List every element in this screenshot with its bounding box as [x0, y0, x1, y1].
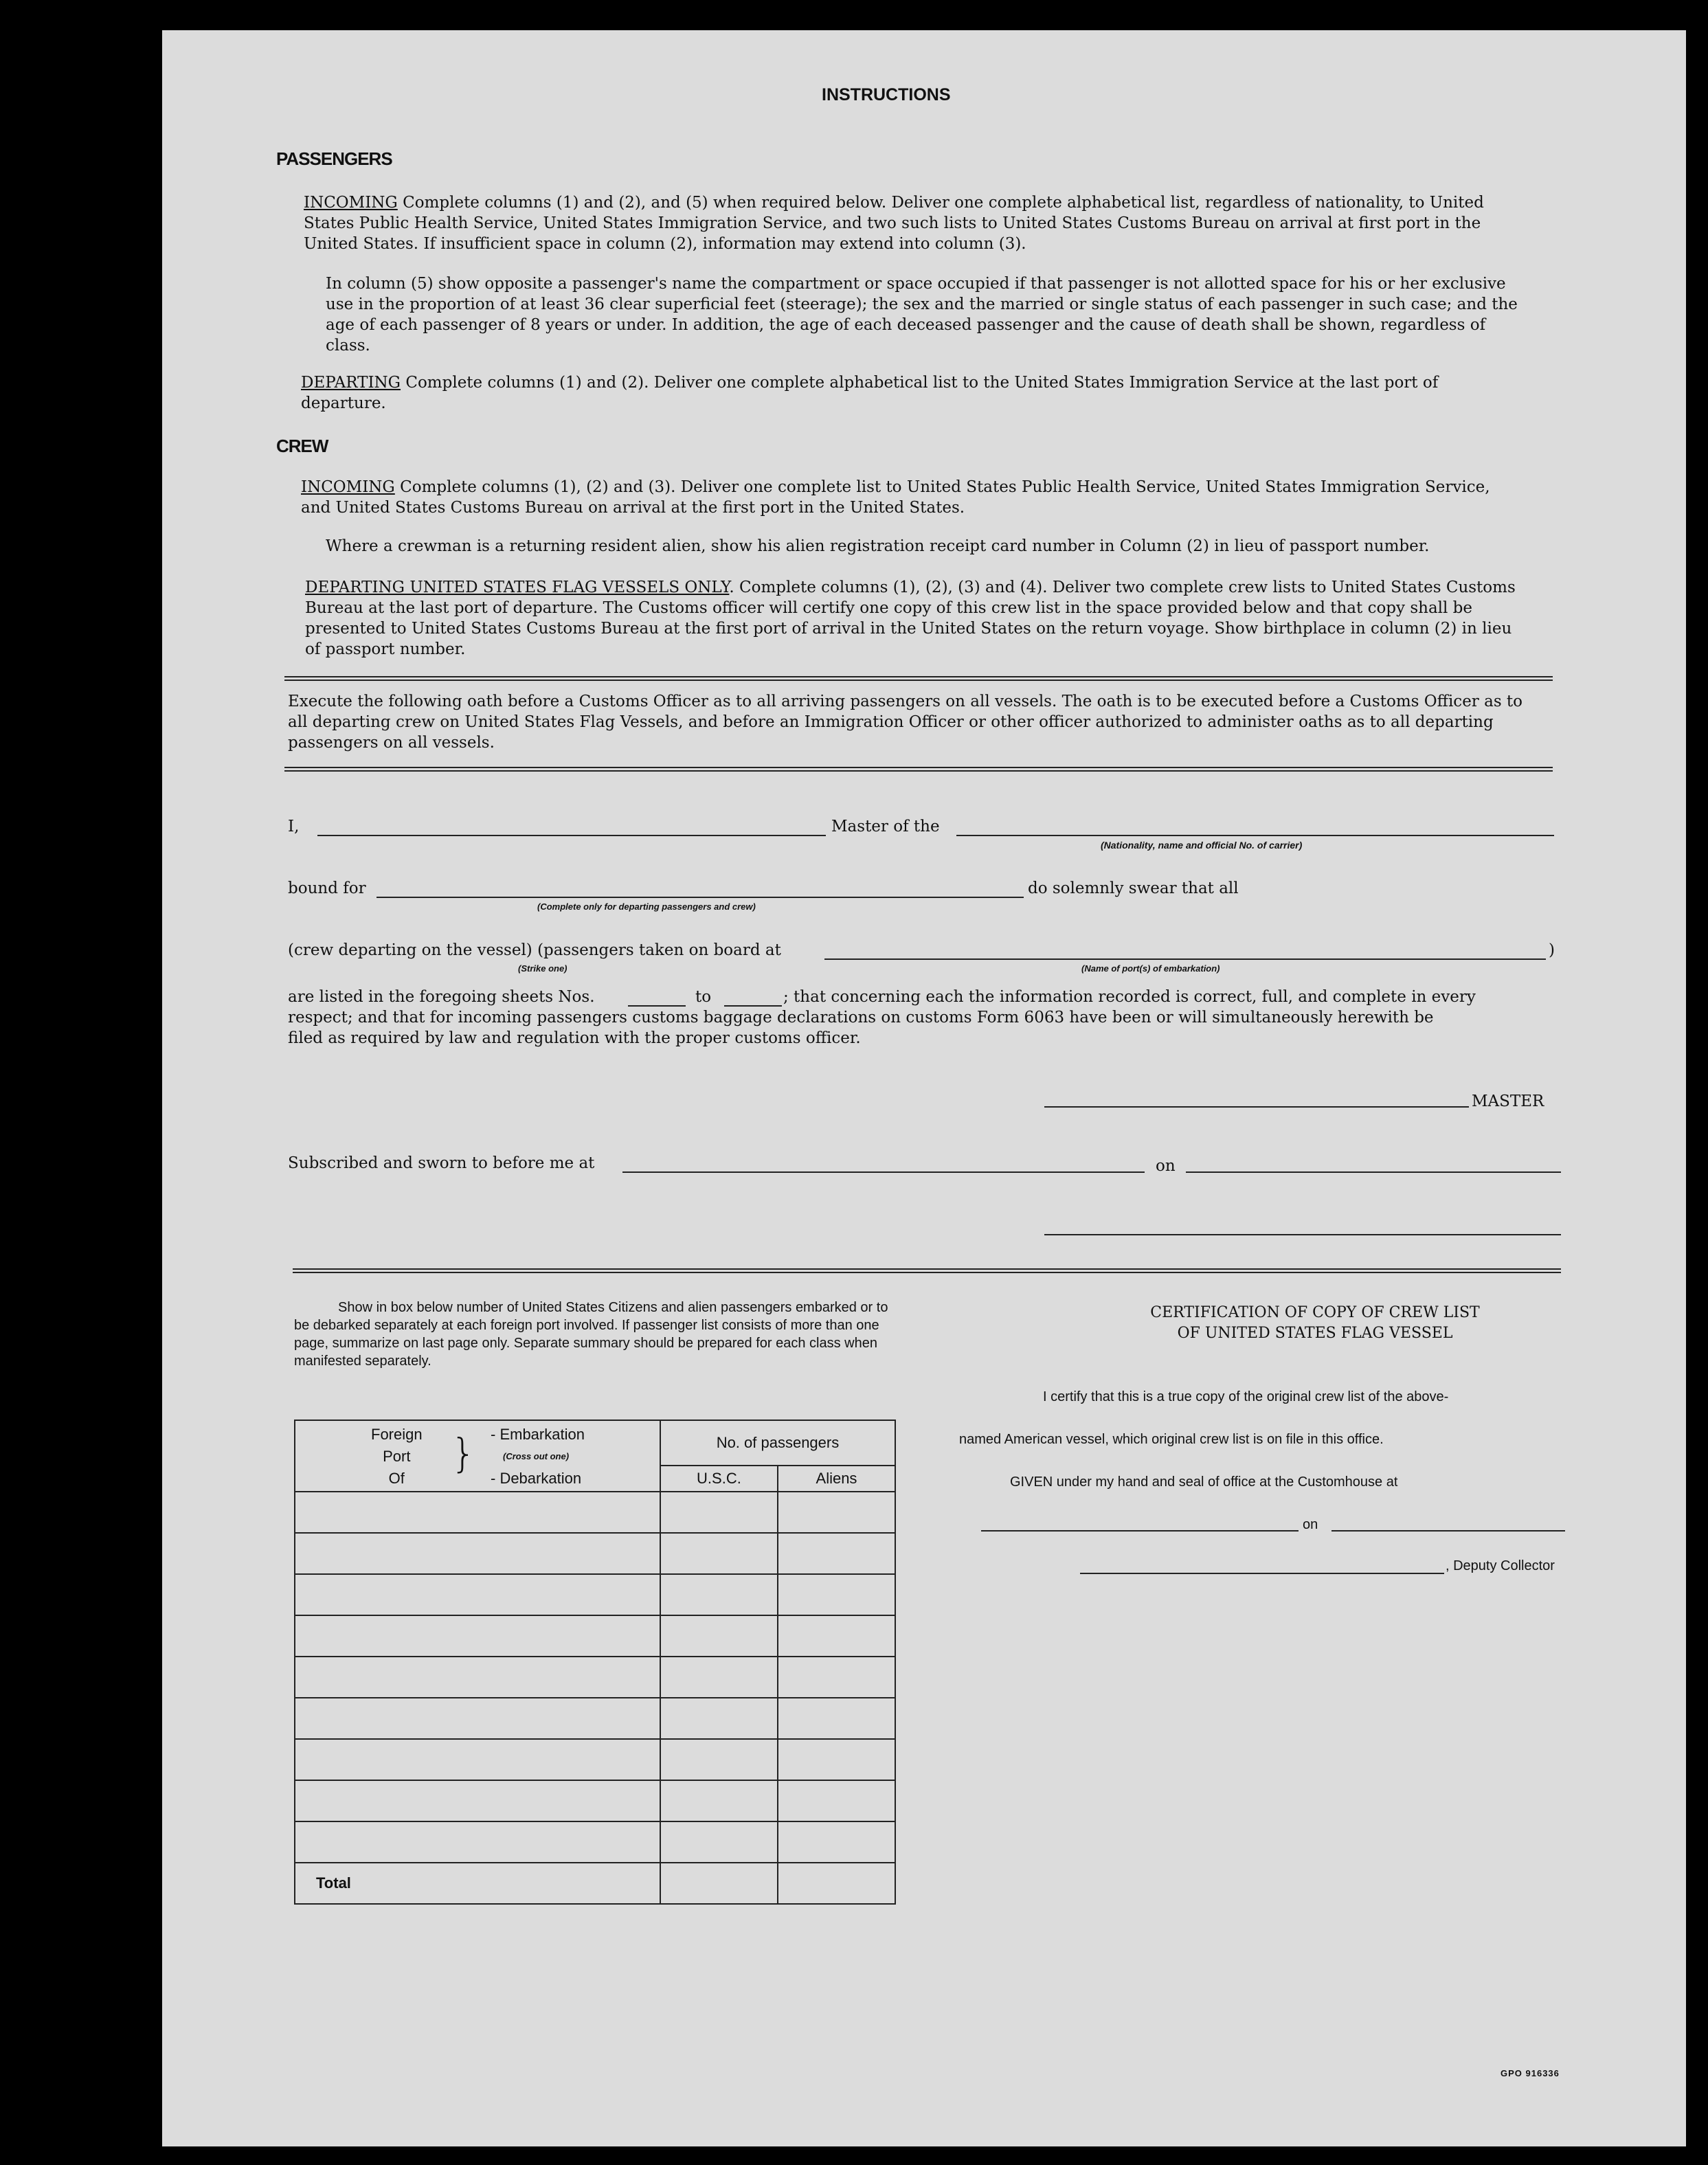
ports-note: (Name of port(s) of embarkation): [1081, 963, 1220, 974]
master-name-field[interactable]: [317, 835, 826, 836]
cert-on-label: on: [1303, 1517, 1318, 1532]
cross-out-note: (Cross out one): [503, 1451, 570, 1461]
total-row: [295, 1863, 895, 1904]
foreign-port-of: Foreign Port Of: [371, 1426, 423, 1487]
crew-departing-label: DEPARTING UNITED STATES FLAG VESSELS ONLY: [305, 579, 730, 596]
passengers-departing-label: DEPARTING: [301, 374, 401, 392]
debarkation-option[interactable]: - Debarkation: [491, 1470, 582, 1487]
bound-for-label: bound for: [288, 879, 366, 897]
table-row: [295, 1615, 895, 1657]
master-signature-field[interactable]: [1044, 1106, 1469, 1108]
given-text: GIVEN under my hand and seal of office at the Customhouse at: [1010, 1474, 1398, 1490]
carrier-field[interactable]: [956, 835, 1554, 836]
certify-text-a: I certify that this is a true copy of the original crew list of the above-: [1043, 1389, 1449, 1404]
listed-to: to: [695, 988, 712, 1006]
passenger-summary-table: [294, 1420, 896, 1905]
divider: [284, 767, 1553, 772]
passengers-heading: PASSENGERS: [276, 148, 392, 169]
no-of-passengers-header: No. of passengers: [660, 1420, 895, 1466]
crew-incoming-text: Complete columns (1), (2) and (3). Deliver one complete list to United States Public Health Service, United States Immigration Service, and United States Customs Bureau on arrival at the first port in the United States.: [301, 478, 1490, 517]
crew-resident-paragraph: Where a crewman is a returning resident alien, show his alien registration receipt card number in Column (2) in lieu of passport number.: [326, 537, 1430, 555]
master-label: MASTER: [1472, 1092, 1544, 1110]
bound-for-field[interactable]: [377, 897, 1024, 898]
sheet-from-field[interactable]: [628, 1005, 686, 1007]
divider: [293, 1268, 1561, 1273]
deputy-signature-field[interactable]: [1080, 1573, 1444, 1574]
crew-departing-paragraph: [305, 577, 1528, 660]
officer-signature-field[interactable]: [1044, 1234, 1561, 1235]
customhouse-field[interactable]: [981, 1530, 1299, 1532]
passengers-incoming-text: Complete columns (1) and (2), and (5) when required below. Deliver one complete alphabetical list, regardless of nationality, to United States Public Health Service, United States Immigration Service, and two such lists to United States Customs Bureau on arrival at first port in the United States. If insufficient space in column (2), information may extend into column (3).: [304, 194, 1484, 253]
strike-one-note: (Strike one): [518, 963, 568, 974]
listed-text-c: respect; and that for incoming passengers customs baggage declarations on customs Form 6063 have been or will simultaneously herewith be: [288, 1009, 1434, 1027]
crew-heading: CREW: [276, 436, 328, 456]
table-row: [295, 1492, 895, 1533]
crew-incoming-label: INCOMING: [301, 478, 395, 496]
passengers-departing-paragraph: [301, 372, 1524, 414]
certify-text-b: named American vessel, which original crew list is on file in this office.: [959, 1432, 1384, 1447]
swear-text: do solemnly swear that all: [1028, 879, 1239, 897]
divider: [284, 676, 1553, 681]
nationality-note: (Nationality, name and official No. of carrier): [1101, 840, 1303, 851]
total-label: Total: [295, 1863, 660, 1904]
bound-note: (Complete only for departing passengers and crew): [537, 901, 756, 912]
table-row: [295, 1657, 895, 1698]
aliens-header: Aliens: [778, 1466, 895, 1492]
table-row: [295, 1574, 895, 1615]
crew-incoming-paragraph: [301, 477, 1524, 518]
brace-icon: }: [451, 1430, 476, 1477]
port-header-cell: [295, 1420, 660, 1492]
passengers-departing-text: Complete columns (1) and (2). Deliver one complete alphabetical list to the United States Immigration Service at the last port of departure.: [301, 374, 1439, 412]
listed-text-b: ; that concerning each the information recorded is correct, full, and complete in every: [783, 988, 1476, 1006]
ports-field[interactable]: [824, 958, 1546, 960]
embark-debark-options: [491, 1424, 585, 1490]
table-row: [295, 1821, 895, 1863]
master-of-the-label: Master of the: [831, 818, 940, 835]
table-row: [295, 1780, 895, 1821]
embarkation-option[interactable]: - Embarkation: [491, 1426, 585, 1443]
oath-intro: Execute the following oath before a Customs Officer as to all arriving passengers on all vessels. The oath is to be executed before a Customs Officer as to all departing crew on United States Flag Vessels, and before an Immigration Officer or other officer authorized to administer oaths as to all departing passengers on all vessels.: [288, 693, 1523, 752]
summary-instructions: Show in box below number of United States Citizens and alien passengers embarked or to be debarked separately at each foreign port involved. If passenger list consists of more than one page, summarize on last page only. Separate summary should be prepared for each class when manifested separately.: [294, 1300, 888, 1369]
close-paren: ): [1549, 941, 1555, 959]
subscribed-label: Subscribed and sworn to before me at: [288, 1154, 595, 1172]
passengers-incoming-label: INCOMING: [304, 194, 398, 212]
deputy-collector-label: , Deputy Collector: [1446, 1558, 1555, 1573]
sworn-date-field[interactable]: [1186, 1171, 1561, 1173]
listed-text-a: are listed in the foregoing sheets Nos.: [288, 988, 595, 1006]
certification-title: CERTIFICATION OF COPY OF CREW LIST OF UNITED STATES FLAG VESSEL: [1150, 1304, 1480, 1342]
sheet-to-field[interactable]: [724, 1005, 782, 1007]
page-title: INSTRUCTIONS: [822, 85, 951, 104]
footer-code: GPO 916336: [1501, 2068, 1560, 2078]
on-label: on: [1156, 1157, 1176, 1175]
table-row: [295, 1698, 895, 1739]
column5-paragraph: In column (5) show opposite a passenger's name the compartment or space occupied if that passenger is not allotted space for his or her exclusive use in the proportion of at least 36 clear superficial feet (steerage); the sex and the married or single status of each passenger in such case; and the age of each passenger of 8 years or under. In addition, the age of each deceased passenger and the cause of death shall be shown, regardless of class.: [326, 275, 1518, 355]
passengers-incoming-paragraph: [304, 192, 1527, 254]
oath-i-label: I,: [288, 818, 300, 835]
crew-departing-text: . Complete columns (1), (2), (3) and (4). Deliver two complete crew lists to United States Customs Bureau at the last port of departure. The Customs officer will certify one copy of this crew list in the space provided below and that copy shall be presented to United States Customs Bureau at the first port of arrival in the United States on the return voyage. Show birthplace in column (2) in lieu of passport number.: [305, 579, 1516, 658]
cert-date-field[interactable]: [1331, 1530, 1565, 1532]
table-row: [295, 1533, 895, 1574]
form-sheet: [162, 30, 1686, 2146]
usc-header: U.S.C.: [660, 1466, 778, 1492]
listed-text-d: filed as required by law and regulation with the proper customs officer.: [288, 1029, 861, 1047]
crew-departing-text: (crew departing on the vessel) (passengers taken on board at: [288, 941, 781, 959]
sworn-location-field[interactable]: [622, 1171, 1145, 1173]
table-row: [295, 1739, 895, 1780]
